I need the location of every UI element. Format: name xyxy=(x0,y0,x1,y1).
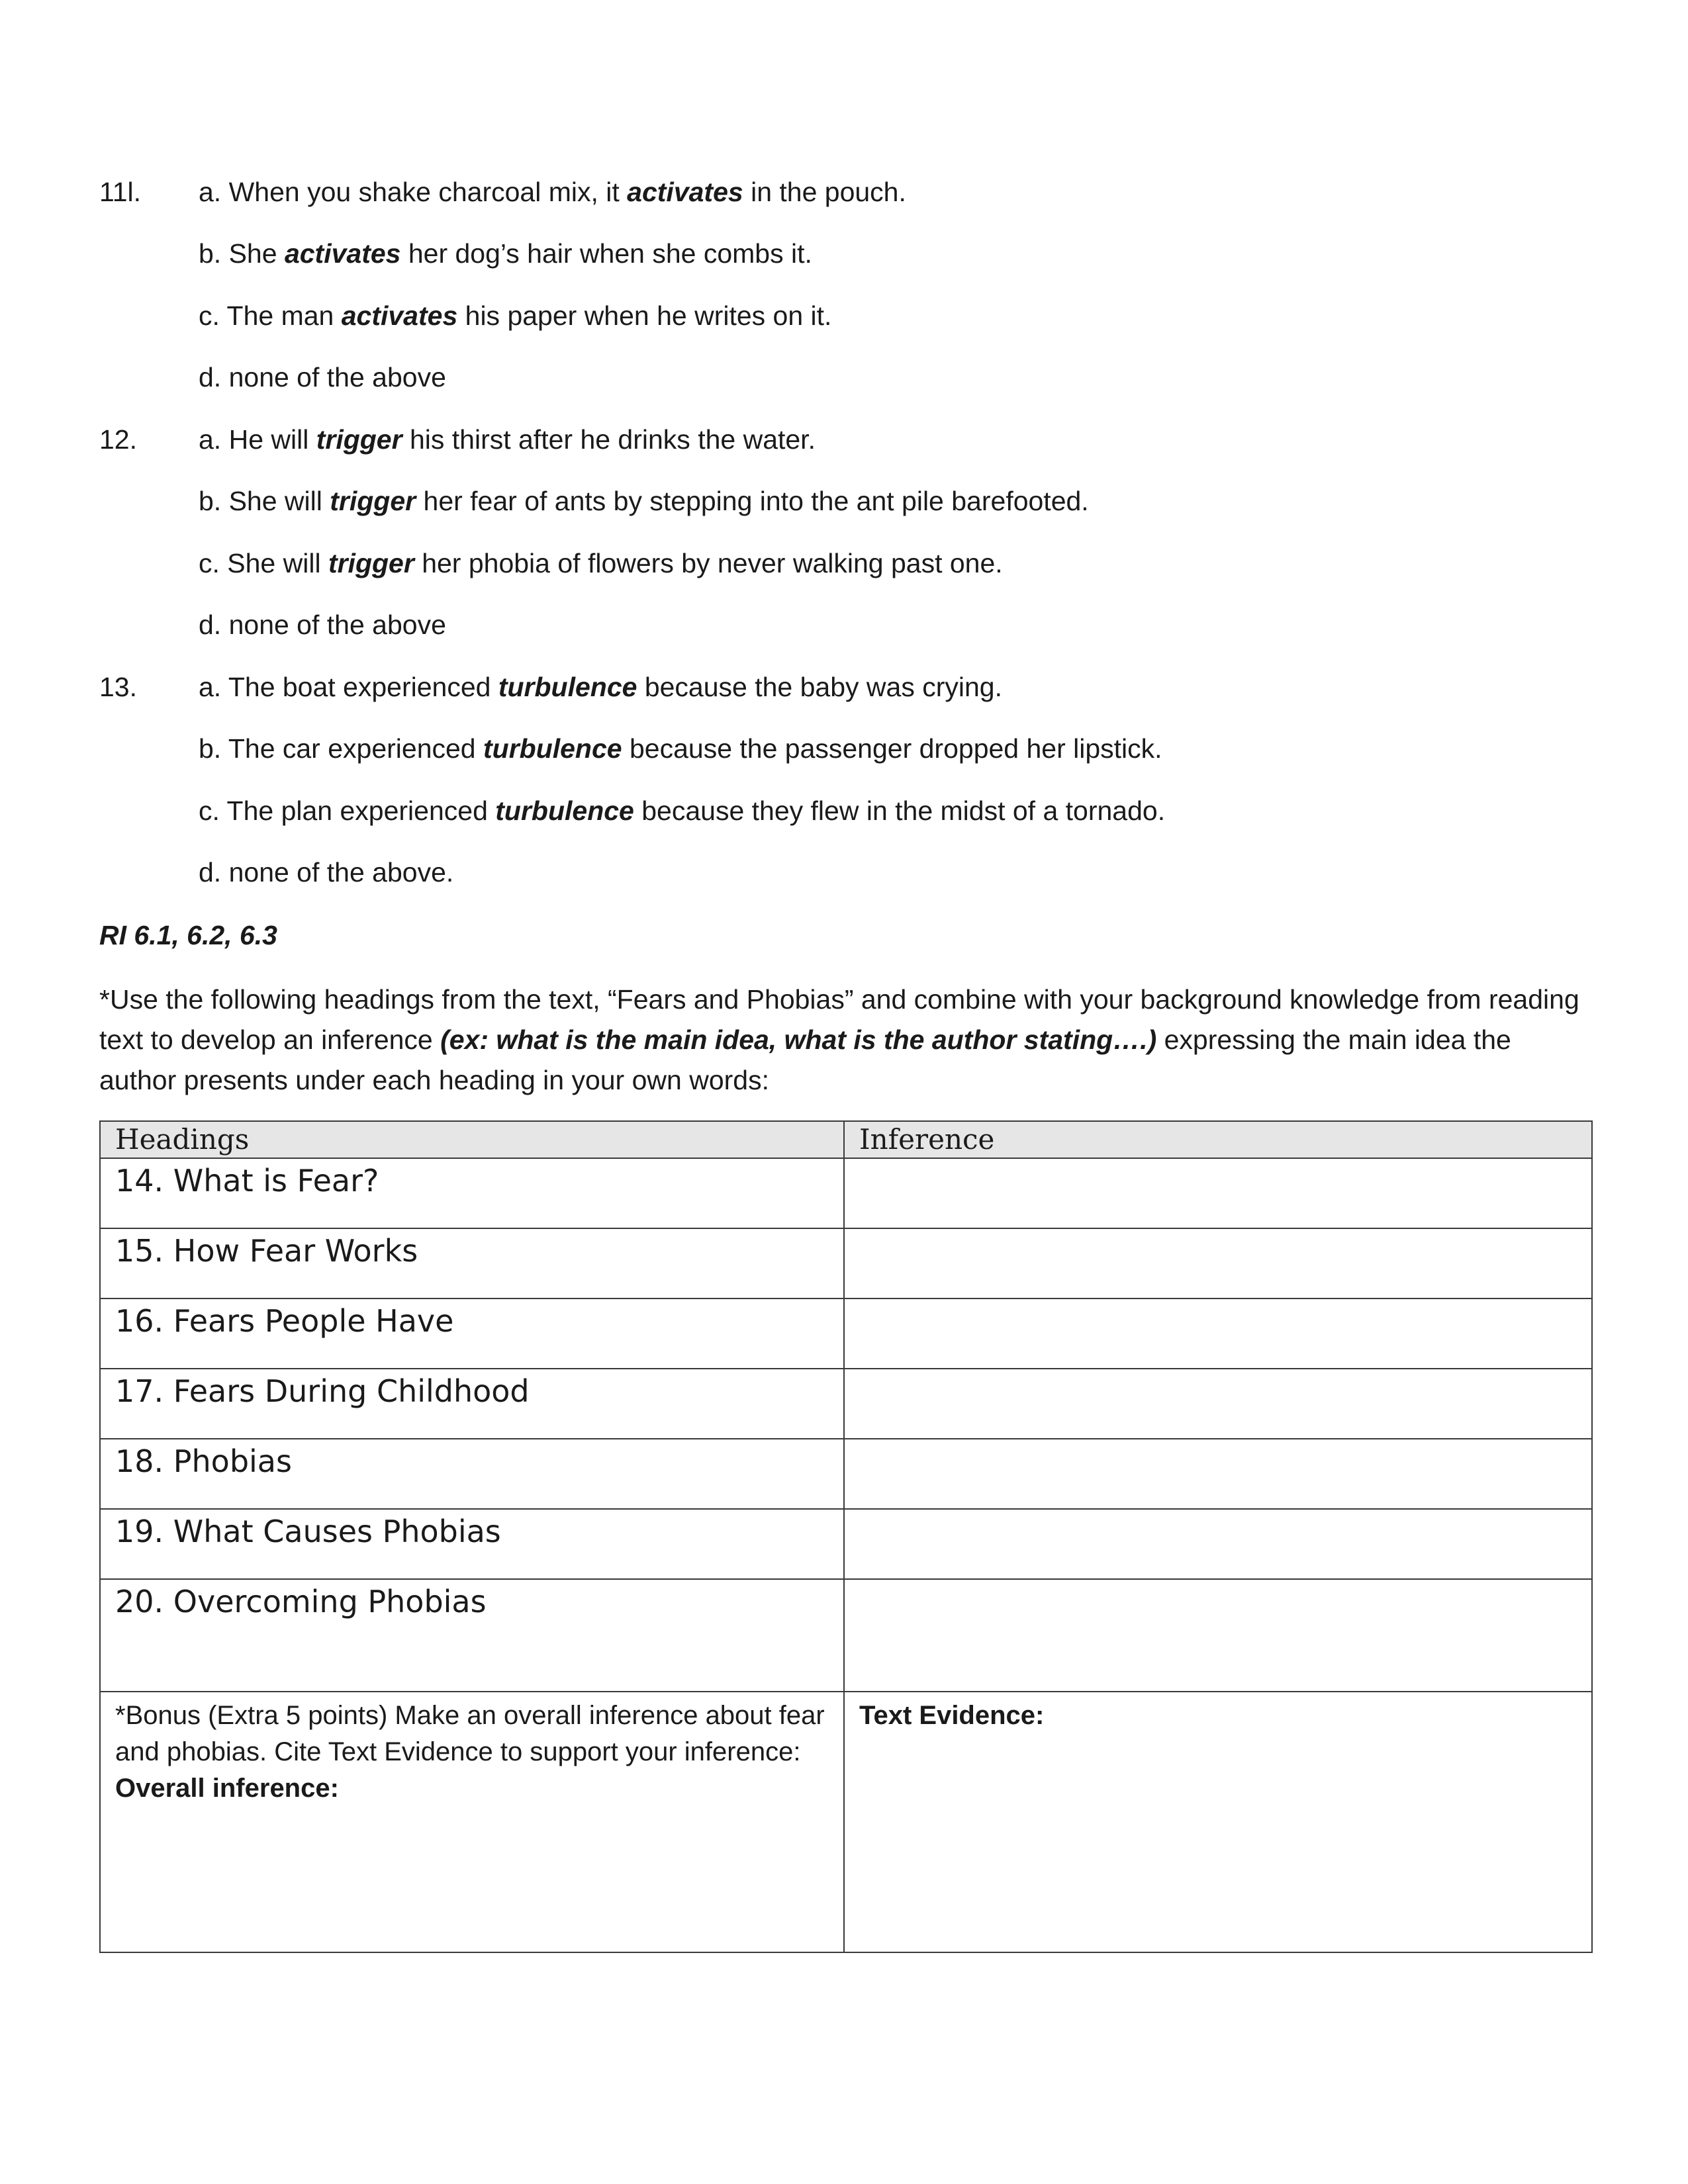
option-text: his paper when he writes on it. xyxy=(457,300,832,331)
table-row xyxy=(100,1439,1592,1509)
inference-answer-cell[interactable] xyxy=(844,1298,1592,1369)
vocab-word: activates xyxy=(284,238,401,269)
table-row xyxy=(100,1228,1592,1298)
instructions-text: expressing the main idea the author presents under each heading in your own words: xyxy=(99,1024,1511,1095)
answer-option[interactable] xyxy=(199,547,1003,580)
option-text: a. The boat experienced xyxy=(199,672,498,702)
heading-cell: 14. What is Fear? xyxy=(100,1158,844,1228)
instructions-paragraph xyxy=(99,979,1595,1101)
option-text: b. She xyxy=(199,238,285,269)
inference-answer-cell[interactable] xyxy=(844,1228,1592,1298)
inference-answer-cell[interactable] xyxy=(844,1158,1592,1228)
table-header-row xyxy=(100,1121,1592,1158)
answer-option[interactable] xyxy=(199,794,1165,827)
inference-answer-cell[interactable] xyxy=(844,1439,1592,1509)
option-text: because the baby was crying. xyxy=(637,672,1002,702)
answer-option[interactable] xyxy=(199,670,1002,704)
answer-option[interactable] xyxy=(199,299,831,332)
option-text: because they flew in the midst of a tornado. xyxy=(633,796,1166,826)
heading-cell: 18. Phobias xyxy=(100,1439,844,1509)
vocab-word: turbulence xyxy=(483,733,622,764)
option-text: d. none of the above xyxy=(199,610,446,640)
option-text: c. The plan experienced xyxy=(199,796,496,826)
question-number: 11l. xyxy=(99,177,142,207)
heading-cell: 17. Fears During Childhood xyxy=(100,1369,844,1439)
answer-option[interactable] xyxy=(199,237,812,270)
question-number: 13. xyxy=(99,672,137,702)
instructions-text: *Use the following headings from the text, “Fears and Phobias” and combine with your background knowledge from reading text to develop an inference xyxy=(99,984,1579,1055)
option-text: c. The man xyxy=(199,300,342,331)
vocab-word: trigger xyxy=(316,424,402,455)
option-text: d. none of the above xyxy=(199,362,446,392)
vocab-word: activates xyxy=(341,300,458,331)
option-text: because the passenger dropped her lipstick. xyxy=(622,733,1162,764)
answer-option[interactable] xyxy=(199,856,453,889)
question-number: 12. xyxy=(99,424,137,455)
heading-cell: 19. What Causes Phobias xyxy=(100,1509,844,1579)
vocab-word: activates xyxy=(627,177,743,207)
option-text: d. none of the above. xyxy=(199,857,454,887)
instructions-emphasis: (ex: what is the main idea, what is the author stating….) xyxy=(440,1024,1157,1055)
option-text: b. She will xyxy=(199,486,330,516)
vocab-word: trigger xyxy=(330,486,416,516)
heading-cell: 15. How Fear Works xyxy=(100,1228,844,1298)
answer-option[interactable] xyxy=(199,423,816,456)
inference-answer-cell[interactable] xyxy=(844,1579,1592,1692)
headings-column-header: Headings xyxy=(100,1121,844,1158)
option-text: in the pouch. xyxy=(743,177,906,207)
inference-answer-cell[interactable] xyxy=(844,1509,1592,1579)
bonus-row xyxy=(100,1692,1592,1952)
option-text: her fear of ants by stepping into the ant pile barefooted. xyxy=(416,486,1089,516)
vocab-word: turbulence xyxy=(498,672,637,702)
table-row xyxy=(100,1158,1592,1228)
heading-cell: 20. Overcoming Phobias xyxy=(100,1579,844,1692)
inference-table xyxy=(99,1120,1593,1953)
overall-inference-label: Overall inference: xyxy=(115,1774,339,1803)
inference-answer-cell[interactable] xyxy=(844,1369,1592,1439)
vocab-word: trigger xyxy=(328,548,414,578)
table-row xyxy=(100,1579,1592,1692)
heading-cell: 16. Fears People Have xyxy=(100,1298,844,1369)
option-text: her phobia of flowers by never walking past one. xyxy=(414,548,1003,578)
bonus-cell[interactable] xyxy=(100,1692,844,1952)
answer-option[interactable] xyxy=(199,361,446,394)
answer-option[interactable] xyxy=(199,732,1162,765)
answer-option[interactable] xyxy=(199,608,446,641)
table-row xyxy=(100,1298,1592,1369)
text-evidence-cell[interactable] xyxy=(844,1692,1592,1952)
text-evidence-label: Text Evidence: xyxy=(859,1701,1045,1730)
answer-option[interactable] xyxy=(199,484,1089,518)
vocab-word: turbulence xyxy=(495,796,634,826)
answer-option[interactable] xyxy=(199,175,906,208)
option-text: b. The car experienced xyxy=(199,733,483,764)
option-text: c. She will xyxy=(199,548,328,578)
standards-label: RI 6.1, 6.2, 6.3 xyxy=(99,920,277,950)
option-text: a. He will xyxy=(199,424,316,455)
option-text: her dog’s hair when she combs it. xyxy=(400,238,812,269)
bonus-prompt: *Bonus (Extra 5 points) Make an overall inference about fear and phobias. Cite Text Evidence to support your inference: xyxy=(115,1701,825,1766)
table-row xyxy=(100,1369,1592,1439)
inference-column-header: Inference xyxy=(844,1121,1592,1158)
table-row xyxy=(100,1509,1592,1579)
option-text: a. When you shake charcoal mix, it xyxy=(199,177,628,207)
option-text: his thirst after he drinks the water. xyxy=(402,424,816,455)
